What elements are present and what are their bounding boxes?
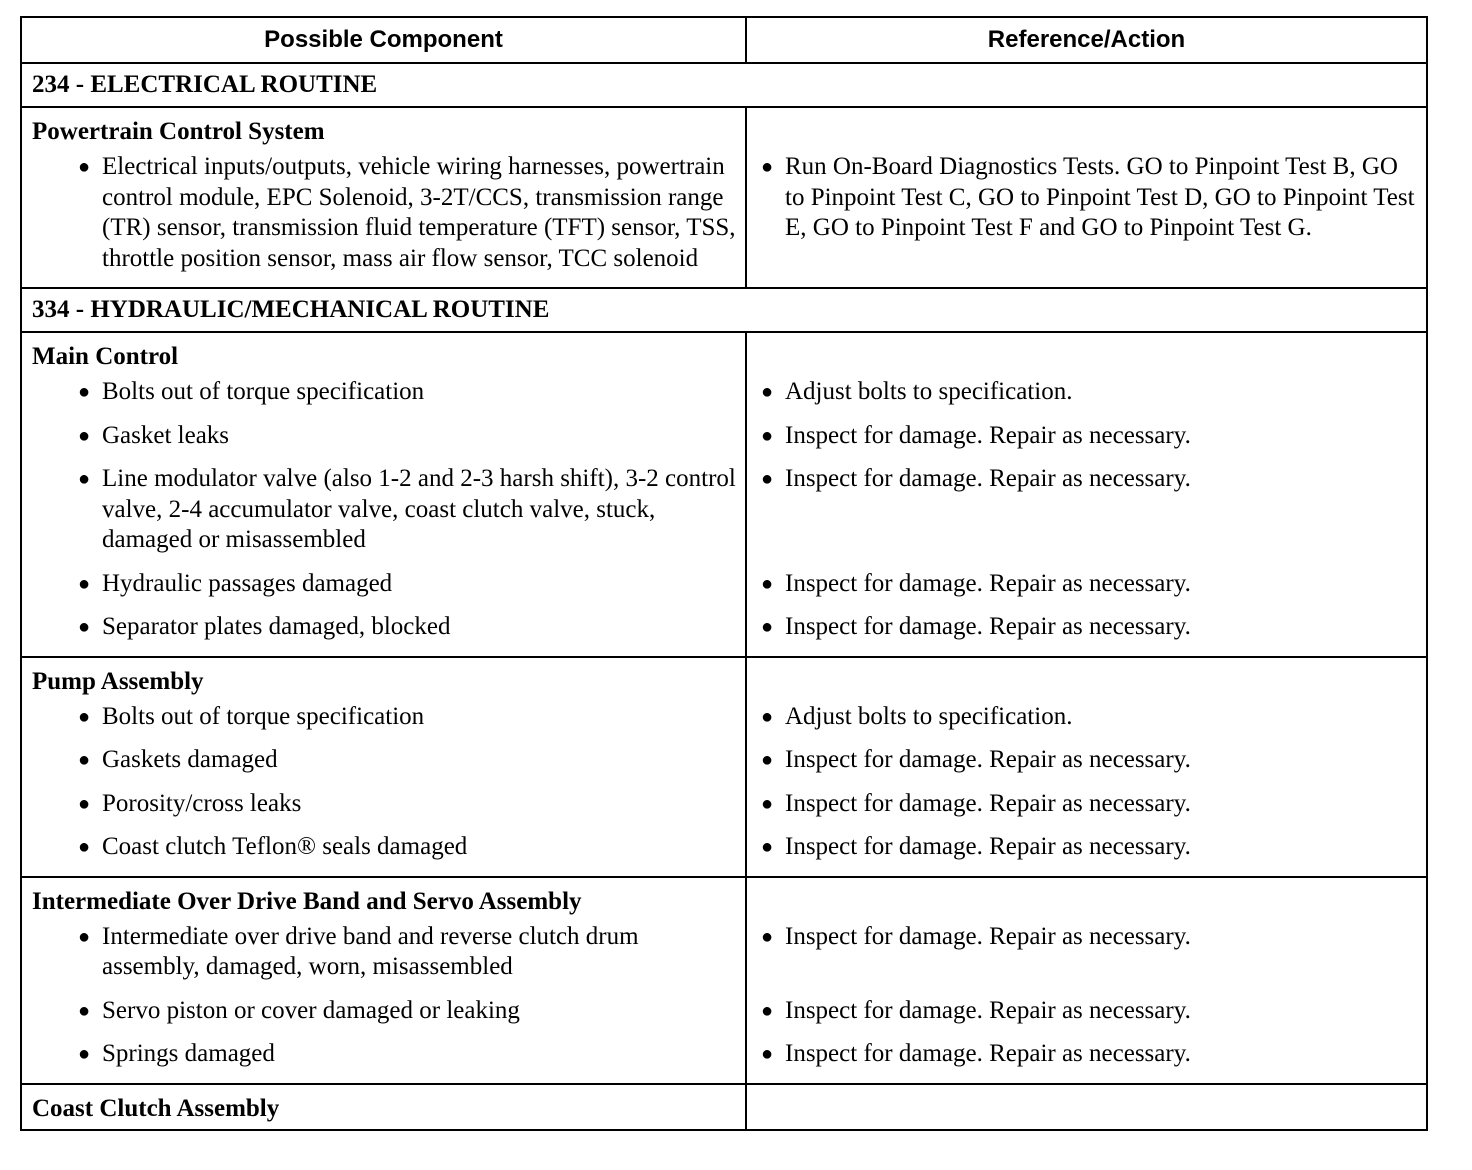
bullet-icon: ● bbox=[761, 424, 774, 447]
list-item bbox=[747, 464, 1426, 556]
action-text: Inspect for damage. Repair as necessary. bbox=[785, 421, 1191, 449]
group-title-pump: Pump Assembly bbox=[32, 667, 204, 695]
group-title-coast-clutch: Coast Clutch Assembly bbox=[32, 1094, 280, 1122]
action-text: Inspect for damage. Repair as necessary. bbox=[785, 922, 1191, 950]
action-text: Inspect for damage. Repair as necessary. bbox=[785, 746, 1191, 773]
bullet-icon: ● bbox=[78, 381, 91, 403]
diagnosis-table bbox=[20, 16, 1428, 1131]
action-text: Inspect for damage. Repair as necessary. bbox=[785, 996, 1191, 1024]
section-row-hydraulic bbox=[21, 288, 1427, 332]
section-title-hydraulic: 334 - HYDRAULIC/MECHANICAL ROUTINE bbox=[21, 288, 1427, 332]
list-item bbox=[747, 152, 1426, 244]
list-item bbox=[22, 377, 745, 408]
header-reference-action: Reference/Action bbox=[746, 17, 1427, 63]
bullet-icon: ● bbox=[78, 1043, 91, 1065]
group-component-cell bbox=[21, 332, 746, 657]
list-item bbox=[747, 612, 1426, 643]
bullet-icon: ● bbox=[78, 616, 91, 638]
group-action-cell bbox=[746, 107, 1427, 288]
component-text: Hydraulic passages damaged bbox=[102, 569, 393, 597]
list-item bbox=[747, 922, 1426, 983]
list-item bbox=[22, 789, 745, 820]
component-text: Bolts out of torque specification bbox=[102, 702, 425, 730]
bullet-icon: ● bbox=[78, 999, 91, 1022]
group-action-cell bbox=[746, 877, 1427, 1084]
header-row bbox=[21, 17, 1427, 63]
list-item bbox=[22, 1039, 745, 1070]
list-item bbox=[22, 421, 745, 452]
component-text: Springs damaged bbox=[102, 1040, 275, 1067]
list-item bbox=[22, 612, 745, 643]
bullet-icon: ● bbox=[761, 749, 774, 771]
component-text: Gasket leaks bbox=[102, 421, 230, 449]
bullet-icon: ● bbox=[78, 749, 91, 771]
action-text: Inspect for damage. Repair as necessary. bbox=[785, 1040, 1191, 1067]
list-item bbox=[22, 832, 745, 863]
list-item bbox=[747, 832, 1426, 863]
bullet-icon: ● bbox=[761, 1043, 774, 1065]
bullet-icon: ● bbox=[78, 925, 91, 948]
header-possible-component: Possible Component bbox=[21, 17, 746, 63]
bullet-icon: ● bbox=[78, 836, 91, 858]
group-component-cell bbox=[21, 657, 746, 877]
group-row-pump bbox=[21, 657, 1427, 877]
group-component-cell bbox=[21, 877, 746, 1084]
action-text: Inspect for damage. Repair as necessary. bbox=[785, 465, 1191, 492]
list-item bbox=[747, 421, 1426, 452]
component-text: Separator plates damaged, blocked bbox=[102, 613, 451, 640]
section-title-electrical: 234 - ELECTRICAL ROUTINE bbox=[21, 63, 1427, 107]
bullet-icon: ● bbox=[761, 616, 774, 638]
list-item bbox=[747, 377, 1426, 408]
bullet-icon: ● bbox=[78, 156, 91, 178]
component-text: Servo piston or cover damaged or leaking bbox=[102, 996, 520, 1024]
list-item bbox=[22, 702, 745, 733]
group-action-cell bbox=[746, 332, 1427, 657]
bullet-icon: ● bbox=[761, 792, 774, 815]
list-item bbox=[22, 996, 745, 1027]
component-text: Line modulator valve (also 1-2 and 2-3 harsh shift), 3-2 control valve, 2-4 accumulator valve, coast clutch valve, stuck, damaged or misassembled bbox=[102, 465, 736, 553]
bullet-icon: ● bbox=[761, 381, 774, 403]
list-item bbox=[747, 702, 1426, 733]
group-title-band: Intermediate Over Drive Band and Servo Assembly bbox=[32, 887, 582, 915]
bullet-icon: ● bbox=[761, 572, 774, 595]
bullet-icon: ● bbox=[761, 705, 774, 728]
action-text: Inspect for damage. Repair as necessary. bbox=[785, 789, 1191, 817]
bullet-icon: ● bbox=[78, 468, 91, 490]
bullet-icon: ● bbox=[78, 572, 91, 595]
action-text: Inspect for damage. Repair as necessary. bbox=[785, 613, 1191, 640]
group-title-powertrain: Powertrain Control System bbox=[32, 118, 325, 145]
component-text: Porosity/cross leaks bbox=[102, 789, 302, 817]
list-item bbox=[22, 922, 745, 983]
component-text: Coast clutch Teflon® seals damaged bbox=[102, 833, 468, 860]
bullet-icon: ● bbox=[78, 424, 91, 447]
group-row-coast-clutch bbox=[21, 1084, 1427, 1130]
action-text: Adjust bolts to specification. bbox=[785, 702, 1073, 730]
bullet-icon: ● bbox=[761, 925, 774, 948]
bullet-icon: ● bbox=[761, 999, 774, 1022]
section-row-electrical bbox=[21, 63, 1427, 107]
list-item bbox=[747, 569, 1426, 600]
group-row-powertrain bbox=[21, 107, 1427, 288]
group-component-cell bbox=[21, 1084, 746, 1130]
list-item bbox=[22, 745, 745, 776]
list-item bbox=[747, 996, 1426, 1027]
bullet-icon: ● bbox=[761, 156, 774, 178]
component-text: Bolts out of torque specification bbox=[102, 378, 425, 405]
group-action-cell bbox=[746, 1084, 1427, 1130]
list-item bbox=[747, 1039, 1426, 1070]
list-item bbox=[747, 789, 1426, 820]
group-action-cell bbox=[746, 657, 1427, 877]
bullet-icon: ● bbox=[78, 792, 91, 815]
group-title-main-control: Main Control bbox=[32, 343, 179, 370]
group-component-cell bbox=[21, 107, 746, 288]
bullet-icon: ● bbox=[761, 836, 774, 858]
action-text: Adjust bolts to specification. bbox=[785, 378, 1073, 405]
action-text: Inspect for damage. Repair as necessary. bbox=[785, 569, 1191, 597]
bullet-icon: ● bbox=[78, 705, 91, 728]
group-row-main-control bbox=[21, 332, 1427, 657]
component-text: Electrical inputs/outputs, vehicle wiring harnesses, powertrain control module, EPC Solenoid, 3-2T/CCS, transmission range (TR) sensor, transmission fluid temperature (TFT) sensor, TSS, throttle position sensor, mass air flow sensor, TCC solenoid bbox=[102, 153, 736, 272]
action-text: Run On-Board Diagnostics Tests. GO to Pinpoint Test B, GO to Pinpoint Test C, GO to Pinpoint Test D, GO to Pinpoint Test E, GO to Pinpoint Test F and GO to Pinpoint Test G. bbox=[785, 153, 1415, 241]
list-item bbox=[22, 569, 745, 600]
list-item bbox=[22, 152, 745, 274]
list-item bbox=[747, 745, 1426, 776]
list-item bbox=[22, 464, 745, 556]
bullet-icon: ● bbox=[761, 468, 774, 490]
group-row-band bbox=[21, 877, 1427, 1084]
action-text: Inspect for damage. Repair as necessary. bbox=[785, 833, 1191, 860]
component-text: Intermediate over drive band and reverse clutch drum assembly, damaged, worn, misassembled bbox=[102, 922, 639, 980]
component-text: Gaskets damaged bbox=[102, 746, 278, 773]
